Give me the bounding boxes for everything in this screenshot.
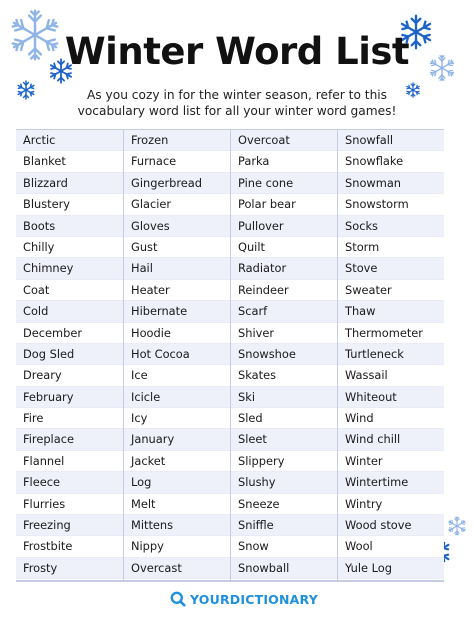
- word-cell: Boots: [16, 216, 123, 237]
- word-cell: Overcast: [124, 558, 230, 579]
- word-cell: Blanket: [16, 151, 123, 172]
- word-cell: Shiver: [231, 323, 337, 344]
- word-cell: Thaw: [338, 301, 444, 322]
- word-cell: Frosty: [16, 558, 123, 579]
- page-title: Winter Word List: [64, 30, 410, 73]
- word-cell: Socks: [338, 216, 444, 237]
- word-cell: Log: [124, 472, 230, 493]
- word-cell: Wool: [338, 536, 444, 557]
- word-cell: Fire: [16, 408, 123, 429]
- word-cell: Snowman: [338, 173, 444, 194]
- word-cell: Polar bear: [231, 194, 337, 215]
- word-cell: Snowshoe: [231, 344, 337, 365]
- word-cell: Storm: [338, 237, 444, 258]
- word-cell: Gust: [124, 237, 230, 258]
- word-cell: Mittens: [124, 515, 230, 536]
- word-cell: Frozen: [124, 130, 230, 151]
- word-cell: Whiteout: [338, 387, 444, 408]
- word-cell: Cold: [16, 301, 123, 322]
- word-cell: Icy: [124, 408, 230, 429]
- word-cell: Dog Sled: [16, 344, 123, 365]
- word-cell: Pine cone: [231, 173, 337, 194]
- word-cell: Pullover: [231, 216, 337, 237]
- word-cell: Fleece: [16, 472, 123, 493]
- word-cell: Coat: [16, 280, 123, 301]
- word-cell: Sleet: [231, 429, 337, 450]
- word-cell: Sled: [231, 408, 337, 429]
- word-cell: Wintry: [338, 494, 444, 515]
- word-cell: Sniffle: [231, 515, 337, 536]
- snowflake-icon: [447, 516, 467, 536]
- word-cell: Chimney: [16, 258, 123, 279]
- word-cell: Icicle: [124, 387, 230, 408]
- word-cell: Gloves: [124, 216, 230, 237]
- word-cell: Hot Cocoa: [124, 344, 230, 365]
- word-cell: Snow: [231, 536, 337, 557]
- word-cell: Sneeze: [231, 494, 337, 515]
- word-cell: Overcoat: [231, 130, 337, 151]
- word-cell: Flurries: [16, 494, 123, 515]
- brand-name: YOURDICTIONARY: [190, 591, 318, 607]
- word-cell: Hail: [124, 258, 230, 279]
- word-column-1: [16, 130, 123, 580]
- word-cell: Jacket: [124, 451, 230, 472]
- word-cell: Chilly: [16, 237, 123, 258]
- word-cell: Freezing: [16, 515, 123, 536]
- word-cell: Snowball: [231, 558, 337, 579]
- word-cell: Glacier: [124, 194, 230, 215]
- word-cell: Yule Log: [338, 558, 444, 579]
- word-table: [16, 130, 444, 580]
- word-cell: Flannel: [16, 451, 123, 472]
- brand-logo: [170, 591, 318, 607]
- word-cell: Frostbite: [16, 536, 123, 557]
- word-cell: Winter: [338, 451, 444, 472]
- word-cell: Fireplace: [16, 429, 123, 450]
- table-bottom-border: [16, 580, 444, 582]
- word-column-3: [230, 130, 337, 580]
- word-cell: Nippy: [124, 536, 230, 557]
- word-column-4: [337, 130, 444, 580]
- word-cell: January: [124, 429, 230, 450]
- word-cell: Wintertime: [338, 472, 444, 493]
- word-cell: Sweater: [338, 280, 444, 301]
- word-cell: Arctic: [16, 130, 123, 151]
- word-cell: Melt: [124, 494, 230, 515]
- word-cell: Snowflake: [338, 151, 444, 172]
- word-cell: Radiator: [231, 258, 337, 279]
- snowflake-icon: [16, 80, 36, 100]
- word-cell: Reindeer: [231, 280, 337, 301]
- word-cell: Skates: [231, 365, 337, 386]
- search-icon: [170, 591, 186, 607]
- word-cell: Scarf: [231, 301, 337, 322]
- word-cell: Gingerbread: [124, 173, 230, 194]
- word-cell: Wood stove: [338, 515, 444, 536]
- word-cell: Hoodie: [124, 323, 230, 344]
- word-cell: December: [16, 323, 123, 344]
- word-cell: Parka: [231, 151, 337, 172]
- word-cell: Furnace: [124, 151, 230, 172]
- word-column-2: [123, 130, 230, 580]
- word-cell: Hibernate: [124, 301, 230, 322]
- word-cell: Wind chill: [338, 429, 444, 450]
- page-subtitle: As you cozy in for the winter season, refer to this vocabulary word list for all your winter word games!: [77, 88, 397, 118]
- word-cell: Slushy: [231, 472, 337, 493]
- word-cell: Ski: [231, 387, 337, 408]
- word-cell: Blizzard: [16, 173, 123, 194]
- word-cell: Snowstorm: [338, 194, 444, 215]
- word-cell: Ice: [124, 365, 230, 386]
- word-cell: Wassail: [338, 365, 444, 386]
- word-cell: Thermometer: [338, 323, 444, 344]
- word-cell: Heater: [124, 280, 230, 301]
- word-cell: Snowfall: [338, 130, 444, 151]
- word-cell: Stove: [338, 258, 444, 279]
- word-cell: Wind: [338, 408, 444, 429]
- word-cell: February: [16, 387, 123, 408]
- word-cell: Dreary: [16, 365, 123, 386]
- word-cell: Blustery: [16, 194, 123, 215]
- word-cell: Turtleneck: [338, 344, 444, 365]
- word-cell: Slippery: [231, 451, 337, 472]
- word-cell: Quilt: [231, 237, 337, 258]
